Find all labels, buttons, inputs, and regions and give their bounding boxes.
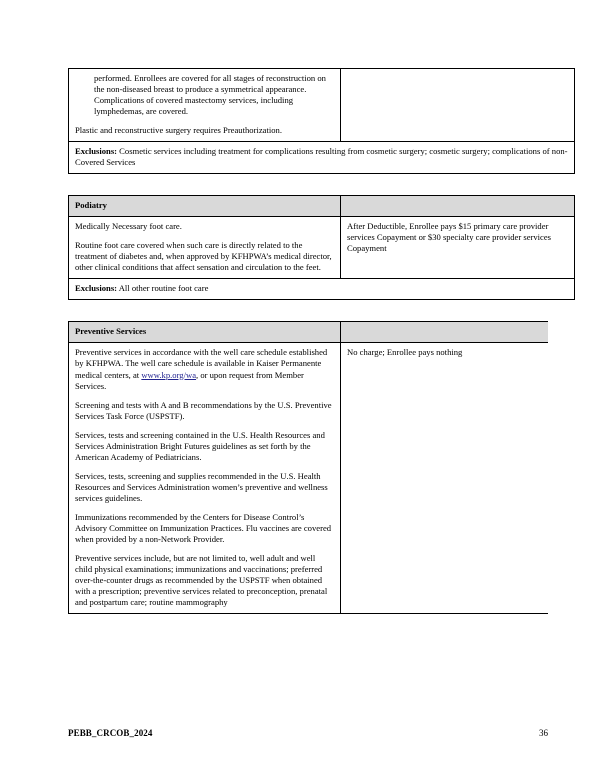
preventive-services-table-wrapper	[68, 321, 548, 614]
service-paragraph	[75, 347, 334, 391]
footer-page-number: 36	[539, 728, 548, 738]
kp-org-wa-link[interactable]: www.kp.org/wa	[141, 369, 197, 380]
exclusions-text: All other routine foot care	[117, 283, 209, 294]
benefit-table-podiatry	[68, 195, 575, 300]
page-footer	[68, 728, 548, 738]
service-paragraph: Screening and tests with A and B recommendations by the U.S. Preventive Services Task Force (USPSTF).	[75, 399, 332, 421]
cost-share-text: No charge; Enrollee pays nothing	[347, 347, 463, 358]
service-paragraph: Plastic and reconstructive surgery requires Preauthorization.	[75, 125, 282, 136]
cost-share-cell	[341, 217, 575, 279]
section-title: Podiatry	[69, 196, 341, 217]
exclusions-paragraph	[75, 146, 568, 168]
table-row-exclusions	[69, 142, 575, 174]
service-text-after-link: , or upon request from Member Services.	[75, 369, 304, 391]
exclusions-cell	[69, 279, 575, 300]
service-paragraph: Immunizations recommended by the Centers for Disease Control’s Advisory Committee on Immunization Practices. Flu vaccines are covered when provided by a non-Network Provider.	[75, 511, 332, 544]
exclusions-cell	[69, 142, 575, 174]
table-header-row	[69, 196, 575, 217]
exclusions-text: Cosmetic services including treatment for complications resulting from cosmetic surgery; cosmetic surgery; complications of non-Covered Services	[75, 146, 568, 168]
cost-share-cell	[341, 69, 575, 142]
service-paragraph: Routine foot care covered when such care is directly related to the treatment of diabetes and, when approved by KFHPWA’s medical director, other clinical conditions that affect sensation and circulation to the feet.	[75, 240, 332, 273]
exclusions-label: Exclusions:	[75, 283, 118, 294]
service-paragraph: Services, tests and screening contained in the U.S. Health Resources and Services Administration Bright Futures guidelines as set forth by the American Academy of Pediatricians.	[75, 429, 325, 462]
service-description-cell	[69, 343, 341, 614]
page-content	[68, 68, 568, 614]
service-description-cell	[69, 69, 341, 142]
service-paragraph: Medically Necessary foot care.	[75, 221, 182, 232]
footer-document-id: PEBB_CRCOB_2024	[68, 728, 153, 738]
table-row	[69, 343, 549, 614]
service-description-cell	[69, 217, 341, 279]
exclusions-paragraph	[75, 283, 568, 294]
service-paragraph: Services, tests, screening and supplies recommended in the U.S. Health Resources and Services Administration women’s preventive and wellness services guidelines.	[75, 470, 328, 503]
service-paragraph: performed. Enrollees are covered for all stages of reconstruction on the non-diseased breast to produce a symmetrical appearance. Complications of covered mastectomy services, including lymphedemas, are covered.	[94, 73, 326, 117]
table-row-exclusions	[69, 279, 575, 300]
table-row	[69, 69, 575, 142]
cost-share-cell	[341, 343, 549, 614]
service-paragraph: Preventive services include, but are not limited to, well adult and well child physical examinations; immunizations and vaccinations; preferred over-the-counter drugs as recommended by the USPSTF when obtained with a prescription; preventive services related to preconception, prenatal and postpartum care; routine mammography	[75, 552, 328, 608]
table-spacer	[68, 174, 548, 195]
benefit-table-preventive-services	[68, 321, 548, 614]
table-spacer	[68, 300, 548, 321]
section-cost-header	[341, 322, 549, 343]
benefit-table-reconstruction-continued	[68, 68, 575, 174]
section-title: Preventive Services	[69, 322, 341, 343]
service-text-before-link: Preventive services in accordance with the well care schedule established by KFHPWA. The well care schedule is available in Kaiser Permanente medical centers, at	[75, 347, 328, 380]
exclusions-label: Exclusions:	[75, 146, 118, 157]
cost-share-text: After Deductible, Enrollee pays $15 primary care provider services Copayment or $30 specialty care provider services Copayment	[347, 221, 552, 254]
table-row	[69, 217, 575, 279]
table-header-row	[69, 322, 549, 343]
section-cost-header	[341, 196, 575, 217]
